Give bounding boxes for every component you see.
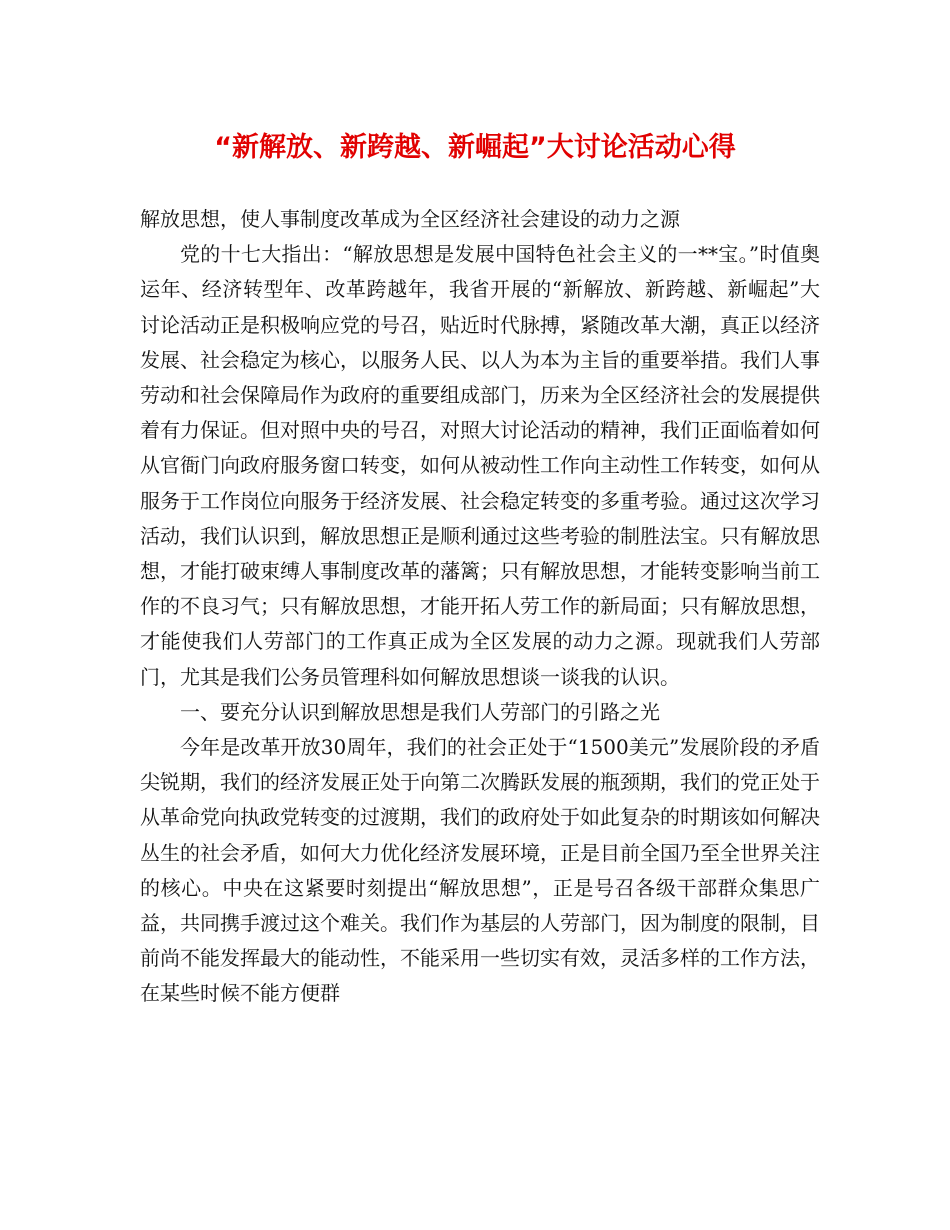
- document-title: “新解放、新跨越、新崛起”大讨论活动心得: [214, 132, 736, 163]
- body-paragraph: 今年是改革开放30周年，我们的社会正处于“1500美元”发展阶段的矛盾尖锐期，我们的经济发展正处于向第二次腾跃发展的瓶颈期，我们的党正处于从革命党向执政党转变的过渡期，我们的政府处于如此复杂的时期该如何解决丛生的社会矛盾，如何大力优化经济发展环境，正是目前全国乃至全世界关注的核心。中央在这紧要时刻提出“解放思想”，正是号召各级干部群众集思广益，共同携手渡过这个难关。我们作为基层的人劳部门，因为制度的限制，目前尚不能发挥最大的能动性，不能采用一些切实有效，灵活多样的工作方法，在某些时候不能方便群: [140, 735, 820, 1006]
- document-body: [140, 202, 820, 1012]
- section-heading: 一、要充分认识到解放思想是我们人劳部门的引路之光: [180, 699, 660, 724]
- body-paragraph: 党的十七大指出：“解放思想是发展中国特色社会主义的一**宝。”时值奥运年、经济转型年、改革跨越年，我省开展的“新解放、新跨越、新崛起”大讨论活动正是积极响应党的号召，贴近时代脉搏，紧随改革大潮，真正以经济发展、社会稳定为核心，以服务人民、以人为本为主旨的重要举措。我们人事劳动和社会保障局作为政府的重要组成部门，历来为全区经济社会的发展提供着有力保证。但对照中央的号召，对照大讨论活动的精神，我们正面临着如何从官衙门向政府服务窗口转变，如何从被动性工作向主动性工作转变，如何从服务于工作岗位向服务于经济发展、社会稳定转变的多重考验。通过这次学习活动，我们认识到，解放思想正是顺利通过这些考验的制胜法宝。只有解放思想，才能打破束缚人事制度改革的藩篱；只有解放思想，才能转变影响当前工作的不良习气；只有解放思想，才能开拓人劳工作的新局面；只有解放思想，才能使我们人劳部门的工作真正成为全区发展的动力之源。现就我们人劳部门，尤其是我们公务员管理科如何解放思想谈一谈我的认识。: [140, 242, 820, 689]
- subtitle-paragraph: 解放思想，使人事制度改革成为全区经济社会建设的动力之源: [140, 207, 680, 231]
